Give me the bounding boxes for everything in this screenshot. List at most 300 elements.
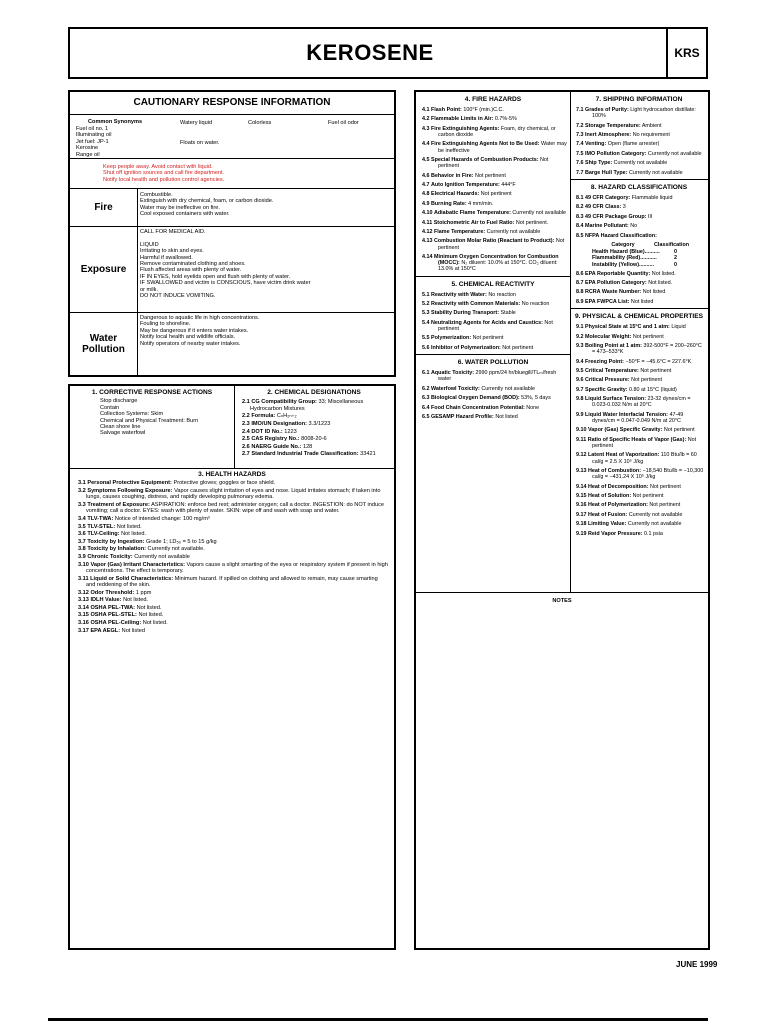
entry-number: 3.3 [78,502,86,508]
nfpa-head-category: Category [611,241,635,248]
nfpa-value: 0 [674,261,677,268]
entry-value: Currently not available [628,169,683,176]
entry-value: Not pertinent [650,483,681,490]
corrective-item: Contain [100,404,120,411]
entry-label: Polymerization: [431,335,472,342]
entry-label: OSHA PEL-TWA: [90,604,135,611]
entry-number: 3.2 [78,488,86,494]
entry-item [576,324,705,330]
entry-item [576,107,705,119]
entry-value: Not listed [630,298,654,305]
entry-label: Reid Vapor Pressure: [588,530,643,537]
exposure-line: IF SWALLOWED and victim is CONSCIOUS, have victim drink water [140,280,311,287]
corrective-item: Salvage waterfowl [100,430,146,437]
entry-label: Heat of Fusion: [588,511,628,518]
entry-item [242,451,388,457]
entry-value: 1223 [284,428,297,435]
title-block [68,27,708,79]
entry-label: Marine Pollutant: [585,223,629,230]
entry-number: 2.7 [242,451,250,458]
entry-item [576,233,705,239]
entry-item [78,488,388,501]
entry-item [576,531,705,537]
entry-number: 6.1 [422,370,430,377]
entry-item [422,210,567,216]
entry-value: Open (flame arrester) [607,141,660,148]
entry-number: 3.8 [78,546,86,553]
entry-label: OSHA PEL-Ceiling: [90,619,142,626]
entry-item [78,516,388,522]
entry-value: ASPIRATION: enforce bed rest; administer oxygen; call a doctor. INGESTION: do NOT induce vomiting; call a doctor. EYES: wash with plenty of water. SKIN: wipe off and wash with soap and water. [86,502,385,515]
entry-value: III [647,213,653,220]
entry-value: Not pertinent [640,368,672,375]
entry-label: Vapor (Gas) Specific Gravity: [588,427,663,434]
entry-item [576,204,705,210]
entry-number: 7.1 [576,107,584,113]
entry-value: 3.3/1223 [308,421,331,427]
nfpa-label: Instability (Yellow).......... [592,261,655,268]
entry-value: 47-49 dynes/cm = 0.047-0.049 N/m at 20°C [592,411,684,424]
entry-item [576,343,705,355]
warning-line: Keep people away. Avoid contact with liquid. [103,164,213,170]
entry-label: Storage Temperature: [585,122,641,129]
left-column [416,92,571,592]
exposure-line: Harmful if swallowed. [140,254,193,261]
entry-label: Behavior in Fire: [431,172,474,179]
entry-item [576,141,705,147]
entry-value: Grade 1; LD₅₀ = 5 to 15 g/kg [146,538,217,545]
synonyms-list [76,126,111,158]
entry-value: Vapors cause a slight smarting of the eyes or respiratory system if present in high concentrations. The effect is temporary. [86,561,388,574]
entry-item [576,493,705,499]
entry-number: 5.1 [422,291,430,298]
entry-label: Formula: [251,413,276,420]
entry-label: Venting: [585,141,607,148]
exposure-line: CALL FOR MEDICAL AID. [140,229,206,235]
entry-item [576,468,705,480]
entry-item [576,280,705,286]
chem-designations-list [234,396,394,457]
entry-number: 2.1 [242,399,250,406]
entry-number: 6.4 [422,404,430,411]
entry-value: Not listed. [116,523,142,530]
entry-number: 9.18 [576,521,587,528]
entry-number: 3.15 [78,612,89,619]
entry-value: Not pertinent [632,492,664,499]
entry-item [422,301,567,307]
entry-number: 8.4 [576,223,584,230]
exposure-line: DO NOT INDUCE VOMITING. [140,293,216,300]
entry-value: No requirement [632,131,670,138]
entry-number: 8.5 [576,232,584,239]
synonym: Kerosine [76,145,99,152]
entry-label: Flame Temperature: [434,228,486,235]
entry-number: 9.15 [576,492,587,499]
entry-number: 7.6 [576,160,584,167]
right-column [570,92,708,592]
entry-number: 9.16 [576,502,587,509]
entry-item [576,484,705,490]
entry-item [422,191,567,197]
shipping-title: 7. SHIPPING INFORMATION [595,96,683,103]
entry-value: Not listed [121,627,145,634]
entry-number: 4.6 [422,172,430,179]
entry-value: Currently not available [481,385,535,392]
entry-number: 7.2 [576,122,584,129]
entry-label: Neutralizing Agents for Acids and Caustics: [431,319,543,326]
floats-text: Floats on water. [180,140,220,146]
entry-value: Not pertinent [438,238,565,251]
entry-number: 3.14 [78,604,89,611]
chem-reactivity-title: 5. CHEMICAL REACTIVITY [451,280,535,288]
entry-number: 5.3 [422,310,430,317]
physical-list [570,324,708,536]
entry-number: 3.12 [78,589,89,596]
entry-number: 3.11 [78,575,89,582]
entry-value: Currently not available [628,511,683,518]
entry-label: Vapor (Gas) Irritant Characteristics: [90,561,185,568]
entry-value: Not listed. [648,280,673,287]
odor-text: Fuel oil odor [328,120,359,126]
entry-item [78,620,388,626]
entry-number: 4.3 [422,125,430,132]
entry-item [576,521,705,527]
fire-line: Combustible. [140,192,173,198]
entry-label: Inert Atmosphere: [585,131,632,138]
entry-number: 7.3 [576,131,584,138]
entry-item [422,182,567,188]
entry-label: EPA Pollution Category: [585,280,647,287]
entry-number: 7.4 [576,141,584,148]
exposure-line: Flush affected areas with plenty of water. [140,267,242,274]
entry-number: 9.17 [576,511,587,518]
entry-number: 4.11 [422,219,433,226]
water-line: Notify local health and wildlife officials. [140,334,236,341]
entry-label: Ratio of Specific Heats of Vapor (Gas): [587,436,687,443]
entry-number: 9.6 [576,377,584,384]
fire-hazards-list [416,107,570,273]
entry-value: N₂ diluent: 10.0% at 150°C. CO₂ diluent: 13.0% at 150°C [438,260,558,273]
entry-number: 9.8 [576,396,584,403]
entry-item [78,612,388,618]
entry-value: Not listed. [121,531,146,538]
entry-label: Fire Extinguishing Agents Not to Be Used: [431,141,540,148]
properties-block [414,90,710,950]
entry-label: Reactivity with Water: [431,291,487,298]
bottom-rule [48,1018,708,1021]
fire-hazards-title: 4. FIRE HAZARDS [464,96,522,103]
entry-number: 9.19 [576,530,587,537]
water-pollution-text [140,315,390,347]
entry-label: GESAMP Hazard Profile: [431,414,494,420]
entry-item [576,299,705,305]
entry-item [576,377,705,383]
fire-text [140,192,390,218]
entry-value: Ambient [641,122,662,129]
water-line: Dangerous to aquatic life in high concentrations. [140,315,260,321]
entry-value: Currently not available [134,553,190,560]
entry-item [422,395,567,401]
entry-item [422,292,567,298]
chem-reactivity-list [416,292,570,351]
entry-label: Symptoms Following Exposure: [87,488,173,494]
entry-label: Flash Point: [431,107,462,113]
entry-number: 4.1 [422,107,430,113]
entry-item [422,141,567,153]
entry-label: Auto Ignition Temperature: [431,181,500,188]
chemical-name: KEROSENE [306,40,434,65]
entry-value: Light hydrocarbon distillate: 100% [592,107,696,120]
nfpa-value: 2 [674,255,677,262]
entry-number: 9.10 [576,427,587,434]
entry-value: Vapor causes slight irritation of eyes and nose. Liquid irritates stomach; if taken into lungs, causes coughing, distress, and rapidly developing pulmonary edema. [86,488,381,501]
entry-value: −18,540 Btu/lb = −10,300 cal/g = −431.24 X 10⁵ J/kg [592,467,704,481]
entry-number: 3.10 [78,561,89,568]
entry-label: Heat of Combustion: [588,467,642,474]
entry-label: Odor Threshold: [90,589,135,596]
entry-label: Freezing Point: [585,358,624,365]
synonyms-title: Common Synonyms [88,119,143,125]
entry-label: CG Compatibility Group: [251,399,317,406]
entry-label: Liquid Surface Tension: [585,396,646,403]
entry-number: 3.7 [78,538,86,545]
chris-code: KRS [666,29,706,77]
corrective-actions [70,386,235,468]
cautionary-heading: CAUTIONARY RESPONSE INFORMATION [70,92,394,115]
entry-number: 9.2 [576,333,584,340]
entry-item [576,437,705,449]
entry-label: TLV-TWA: [87,516,114,522]
water-line: Notify operators of nearby water intakes. [140,340,241,347]
entry-value: Not listed [642,289,666,296]
entry-number: 2.2 [242,413,250,420]
entry-label: EPA FWPCA List: [585,298,630,305]
corrective-list [70,396,234,436]
entry-number: 7.7 [576,169,584,176]
entry-label: Heat of Solution: [588,492,632,499]
health-title: 3. HEALTH HAZARDS [198,471,266,478]
health-list [70,480,394,634]
entry-label: Toxicity by Inhalation: [87,546,146,553]
entry-number: 9.12 [576,452,587,459]
entry-label: Adiabatic Flame Temperature: [434,210,511,217]
entry-label: Special Hazards of Combustion Products: [431,156,539,163]
entry-item [422,107,567,113]
entry-value: Not listed. [136,604,162,611]
entry-value: No reaction [488,291,516,298]
entry-item [576,387,705,393]
color-text: Colorless [248,120,272,126]
entry-item [576,502,705,508]
entry-value: Not pertinent [502,344,534,351]
entry-label: Combustion Molar Ratio (Reactant to Product): [434,238,555,245]
entry-number: 9.3 [576,343,584,350]
corrective-title: 1. CORRECTIVE RESPONSE ACTIONS [91,389,213,396]
entry-value: 1 ppm [135,589,152,596]
entry-label: 49 CFR Category: [585,194,631,201]
entry-item [78,628,388,634]
entry-item [78,576,388,589]
entry-number: 6.2 [422,385,430,392]
entry-item [78,524,388,530]
entry-value: 53%, 5 days [521,395,551,402]
entry-number: 4.10 [422,210,433,217]
entry-value: Not listed. [138,612,164,619]
entry-value: 33421 [360,451,376,458]
entry-value: Not pertinent [631,377,663,384]
entry-label: IMO/UN Designation: [251,421,307,427]
entry-number: 2.4 [242,428,250,435]
entry-number: 2.5 [242,436,250,443]
entry-value: Not listed. [123,597,148,604]
entry-item [78,562,388,575]
entry-item [576,151,705,157]
fire-row [70,189,394,227]
entry-item [242,399,388,412]
entry-number: 4.7 [422,181,430,188]
entry-value: Foam, dry chemical, or carbon dioxide [438,125,556,138]
entry-label: Critical Pressure: [585,377,630,384]
entry-value: 4 mm/min. [468,200,494,207]
entry-label: Stability During Transport: [431,310,499,317]
entry-number: 8.1 [576,194,584,201]
entry-item [576,195,705,201]
entry-value: CₙH₂ₙ₊₂ [276,413,297,420]
entry-value: Not listed. [651,270,676,277]
synonym: Range oil [76,151,100,158]
entry-label: TLV-STEL: [87,523,116,530]
entry-label: CAS Registry No.: [251,436,300,443]
entry-label: Grades of Purity: [585,107,629,113]
hazard-class-list [570,195,708,239]
entry-label: Specific Gravity: [585,386,628,393]
fire-line: Cool exposed containers with water. [140,211,230,218]
entry-number: 4.4 [422,141,430,148]
entry-item [576,334,705,340]
entry-number: 3.9 [78,553,86,560]
exposure-line: or milk. [140,286,159,293]
entry-label: Liquid Water Interfacial Tension: [585,411,668,418]
entry-number: 4.12 [422,228,433,235]
entry-value: Notice of intended change: 100 mg/m³ [114,516,210,522]
entry-item [422,201,567,207]
entry-value: 23-32 dynes/cm = 0.023-0.032 N/m at 20°C [592,396,691,409]
entry-item [242,421,388,427]
entry-label: TLV-Ceiling: [87,531,120,538]
entry-value: Not listed. [142,619,168,626]
entry-value: Currently not available [512,210,567,217]
entry-label: Liquid or Solid Characteristics: [90,575,174,582]
entry-item [78,605,388,611]
entry-value: 0.80 at 15°C (liquid) [629,386,677,393]
fire-label: Fire [70,189,138,226]
entry-item [576,289,705,295]
entry-label: 49 CFR Package Group: [585,213,647,220]
entry-label: DOT ID No.: [251,428,283,435]
entry-number: 9.7 [576,386,584,393]
entry-item [78,539,388,545]
entry-value: Not pertinent [663,427,695,434]
entry-label: Heat of Polymerization: [588,502,648,509]
entry-number: 8.9 [576,298,584,305]
entry-value: Currently not available [486,228,541,235]
entry-number: 4.9 [422,200,430,207]
entry-item [422,116,567,122]
entry-value: Currently not available. [147,546,205,553]
entry-item [576,359,705,365]
entry-value: 100°F (min.)C.C. [463,107,504,113]
entry-number: 8.2 [576,204,584,211]
entry-label: Inhibitor of Polymerization: [431,344,501,351]
entry-value: 8008-20-6 [301,436,327,443]
entry-label: Ship Type: [585,160,613,167]
entry-item [422,238,567,250]
entry-number: 3.13 [78,597,89,604]
entry-value: Not pertinent [438,319,553,333]
revision-date: JUNE 1999 [676,960,718,969]
warning-text [70,158,394,189]
entry-label: Waterfowl Toxicity: [431,385,480,392]
entry-value: 110 Btu/lb = 60 cal/g = 2.5 X 10⁵ J/kg [592,452,697,465]
water-pollution-row [70,312,394,375]
entry-item [242,413,388,419]
entry-number: 3.16 [78,619,89,626]
entry-value: 3 [622,204,626,211]
entry-label: Treatment of Exposure: [87,502,150,508]
entry-value: −50°F = −45.6°C = 227.6°K [625,358,692,365]
nfpa-value: 0 [674,249,677,256]
warning-line: Shut off ignition sources and call fire department. [103,170,225,177]
entry-item [78,546,388,552]
corrective-item: Collection Systems: Skim [100,411,164,418]
entry-item [422,335,567,341]
entry-label: Food Chain Concentration Potential: [431,404,525,411]
entry-value: 0.7%-5% [494,116,517,123]
exposure-line: Remove contaminated clothing and shoes. [140,261,246,268]
corrective-health-block [68,384,396,950]
entry-label: Physical State at 15°C and 1 atm: [585,324,670,331]
water-pollution-list [416,370,570,420]
entry-value: Currently not available [613,160,668,167]
entry-number: 3.1 [78,480,86,487]
cautionary-response-block [68,90,396,377]
physical-title: 9. PHYSICAL & CHEMICAL PROPERTIES [575,313,703,321]
corrective-item: Stop discharge [100,398,138,405]
entry-number: 5.2 [422,301,430,308]
exposure-line: IF IN EYES, hold eyelids open and flush with plenty of water. [140,273,291,280]
exposure-label: Exposure [70,226,138,312]
entry-label: Minimum Oxygen Concentration for Combustion (MOCC): [434,253,559,267]
entry-label: Fire Extinguishing Agents: [431,125,500,132]
synonym: Illuminating oil [76,132,112,139]
entry-item [422,229,567,235]
entry-label: Aquatic Toxicity: [431,370,475,377]
entry-label: Biological Oxygen Demand (BOD): [431,395,520,402]
entry-label: Flammable Limits in Air: [431,116,494,123]
corrective-item: Chemical and Physical Treatment: Burn [100,417,199,424]
entry-value: Not pertinent [472,335,504,342]
entry-label: Personal Protective Equipment: [87,480,172,487]
entry-item [576,214,705,220]
entry-number: 6.3 [422,395,430,402]
entry-value: Not pertinent. [515,219,549,226]
notes-title: NOTES [552,598,572,604]
entry-label: Toxicity by Ingestion: [87,538,145,545]
entry-item [422,345,567,351]
entry-item [422,405,567,411]
entry-value: Not pertinent [649,502,681,509]
entry-value: Not pertinent [475,172,506,179]
